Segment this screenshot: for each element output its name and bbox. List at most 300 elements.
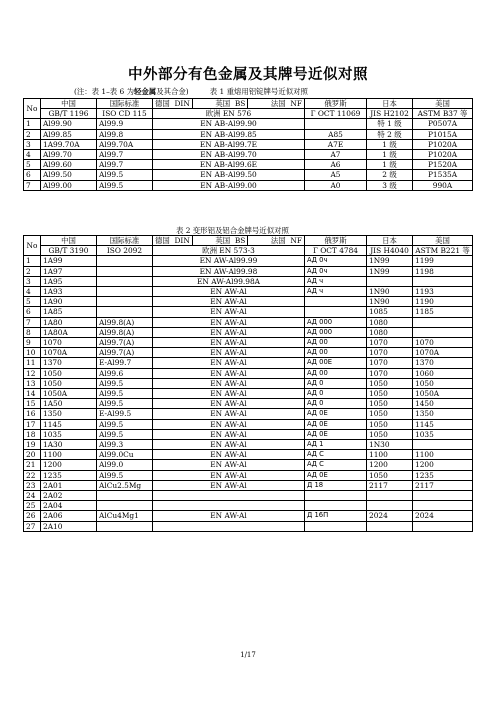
cell-cn: 1050 [41, 368, 97, 378]
cell-eu: EN AW-Al [153, 429, 305, 439]
cell-ru [305, 307, 367, 317]
cell-us: 1060 [413, 368, 473, 378]
cell-iso: Al99.5 [97, 419, 153, 429]
cell-no: 1 [24, 256, 41, 266]
cell-jp: 1050 [367, 389, 413, 399]
cell-iso [97, 287, 153, 297]
cell-no: 3 [24, 276, 41, 286]
cell-no: 7 [24, 317, 41, 327]
cell-no: 10 [24, 348, 41, 358]
header-fr-std: NF [290, 236, 302, 245]
table1-note [74, 86, 308, 97]
cell-iso [97, 501, 153, 511]
header-cn-std: GB/T 3190 [41, 246, 97, 256]
table-row [24, 129, 473, 139]
cell-eu: EN AW-Al99.98 [153, 266, 305, 276]
cell-ru [305, 521, 367, 531]
cell-cn: 1A80A [41, 327, 97, 337]
cell-ru: АД 0 [305, 389, 367, 399]
cell-eu [153, 491, 305, 501]
table-row [24, 368, 473, 378]
cell-us: 1185 [413, 307, 473, 317]
cell-eu: EN AB-Al99.90 [153, 119, 305, 129]
table-row [24, 287, 473, 297]
header-no: No [24, 99, 41, 119]
table1-header-row-2 [24, 109, 473, 119]
cell-ru: АД 00E [305, 358, 367, 368]
cell-ru [305, 119, 367, 129]
cell-no: 17 [24, 419, 41, 429]
cell-iso: Al99.5 [97, 399, 153, 409]
cell-no: 20 [24, 450, 41, 460]
header-cn-std: GB/T 1196 [41, 109, 97, 119]
cell-no: 23 [24, 480, 41, 490]
cell-ru: АД 00 [305, 368, 367, 378]
cell-cn: 1070 [41, 338, 97, 348]
table-row [24, 160, 473, 170]
cell-cn: 1200 [41, 460, 97, 470]
header-fr: 法国 [270, 236, 286, 245]
cell-cn: 1070A [41, 348, 97, 358]
cell-ru: A5 [305, 170, 367, 180]
cell-us [413, 317, 473, 327]
header-jp: 日本 [367, 99, 413, 109]
cell-us: P1535A [413, 170, 473, 180]
cell-jp: 1N99 [367, 266, 413, 276]
cell-jp: 1070 [367, 338, 413, 348]
cell-cn: Al99.90 [41, 119, 97, 129]
header-iso-std: ISO 2092 [97, 246, 153, 256]
cell-us: 2024 [413, 511, 473, 521]
cell-ru: АД 0 [305, 378, 367, 388]
table-row [24, 399, 473, 409]
table2-header-row-2 [24, 246, 473, 256]
table-row [24, 480, 473, 490]
cell-jp [367, 491, 413, 501]
cell-ru: АД ч [305, 287, 367, 297]
cell-iso: Al99.8 [97, 129, 153, 139]
cell-jp: 1070 [367, 368, 413, 378]
cell-iso: Al99.7 [97, 160, 153, 170]
cell-no: 18 [24, 429, 41, 439]
cell-eu: EN AW-Al [153, 460, 305, 470]
cell-us: P1020A [413, 139, 473, 149]
cell-jp: 1N99 [367, 256, 413, 266]
cell-ru: АД 1 [305, 440, 367, 450]
cell-ru: A7E [305, 139, 367, 149]
cell-eu: EN AW-Al [153, 440, 305, 450]
cell-eu: EN AB-Al99.7E [153, 139, 305, 149]
cell-no: 19 [24, 440, 41, 450]
table-row [24, 150, 473, 160]
header-ru: 俄罗斯 [305, 236, 367, 246]
cell-iso: Al99.0Cu [97, 450, 153, 460]
cell-eu [153, 521, 305, 531]
cell-iso [97, 256, 153, 266]
cell-jp: 1200 [367, 460, 413, 470]
cell-us: P1520A [413, 160, 473, 170]
cell-jp: 1050 [367, 429, 413, 439]
table-row [24, 450, 473, 460]
cell-us: 1235 [413, 470, 473, 480]
cell-ru: АД 0ч [305, 266, 367, 276]
table-row [24, 348, 473, 358]
cell-eu: EN AW-Al [153, 297, 305, 307]
table-row [24, 521, 473, 531]
cell-no: 21 [24, 460, 41, 470]
header-us: 美国 [413, 236, 473, 246]
cell-us: 1199 [413, 256, 473, 266]
table-row [24, 501, 473, 511]
cell-ru [305, 491, 367, 501]
cell-ru: АД 00 [305, 348, 367, 358]
header-us-std: ASTM B221 等 [413, 246, 473, 256]
cell-no: 1 [24, 119, 41, 129]
cell-cn: 2A01 [41, 480, 97, 490]
cell-jp: 1N90 [367, 297, 413, 307]
cell-no: 5 [24, 297, 41, 307]
cell-eu: EN AW-Al [153, 327, 305, 337]
table-row [24, 266, 473, 276]
cell-iso [97, 491, 153, 501]
cell-cn: 1A99 [41, 256, 97, 266]
cell-us: P1020A [413, 150, 473, 160]
cell-eu: EN AB-Al99.50 [153, 170, 305, 180]
table-row [24, 409, 473, 419]
cell-no: 9 [24, 338, 41, 348]
header-de-std: DIN [174, 99, 190, 108]
header-jp-std: JIS H2102 [367, 109, 413, 119]
table-row [24, 511, 473, 521]
cell-eu: EN AW-Al [153, 450, 305, 460]
cell-jp: 特 1 级 [367, 119, 413, 129]
cell-iso: Al99.70A [97, 139, 153, 149]
cell-cn: 1100 [41, 450, 97, 460]
cell-cn: 1035 [41, 429, 97, 439]
cell-eu: EN AW-Al [153, 358, 305, 368]
cell-us: 1193 [413, 287, 473, 297]
cell-jp: 2 级 [367, 170, 413, 180]
cell-ru: АД 000 [305, 317, 367, 327]
cell-us: 1145 [413, 419, 473, 429]
cell-jp: 1050 [367, 470, 413, 480]
cell-no: 2 [24, 266, 41, 276]
cell-eu: EN AW-Al [153, 389, 305, 399]
table-row [24, 460, 473, 470]
cell-iso: Al99.9 [97, 119, 153, 129]
cell-ru: АД 0E [305, 470, 367, 480]
cell-us: 2117 [413, 480, 473, 490]
cell-us [413, 440, 473, 450]
table1-body [24, 119, 473, 190]
cell-iso: Al99.5 [97, 389, 153, 399]
cell-cn: 2A06 [41, 511, 97, 521]
table-row [24, 170, 473, 180]
table2-header-row-1 [24, 236, 473, 246]
header-eu: 欧洲 EN 576 [153, 109, 305, 119]
cell-us [413, 491, 473, 501]
cell-eu: EN AW-Al99.98A [153, 276, 305, 286]
header-ru-std: Г ОСТ 4784 [305, 246, 367, 256]
cell-no: 24 [24, 491, 41, 501]
cell-no: 22 [24, 470, 41, 480]
header-uk-std: BS [234, 236, 246, 245]
cell-us: 1190 [413, 297, 473, 307]
cell-eu: EN AW-Al [153, 317, 305, 327]
cell-no: 3 [24, 139, 41, 149]
cell-us: P0507A [413, 119, 473, 129]
cell-jp [367, 501, 413, 511]
cell-ru: A0 [305, 180, 367, 190]
cell-ru: АД С [305, 460, 367, 470]
table-row [24, 389, 473, 399]
cell-iso: Al99.3 [97, 440, 153, 450]
cell-jp: 1N90 [367, 287, 413, 297]
cell-jp: 1050 [367, 378, 413, 388]
cell-jp: 1080 [367, 317, 413, 327]
cell-iso: Al99.8(A) [97, 317, 153, 327]
cell-us: 1200 [413, 460, 473, 470]
cell-us: 1035 [413, 429, 473, 439]
header-uk-std: BS [234, 99, 246, 108]
cell-jp: 1070 [367, 358, 413, 368]
cell-jp: 1080 [367, 327, 413, 337]
cell-cn: 1350 [41, 409, 97, 419]
table-row [24, 470, 473, 480]
cell-eu: EN AW-Al [153, 368, 305, 378]
note-bold: 轻金属 [134, 87, 157, 96]
header-ru: 俄罗斯 [305, 99, 367, 109]
cell-iso: Al99.5 [97, 429, 153, 439]
cell-ru: Д 18 [305, 480, 367, 490]
cell-iso: Al99.7 [97, 150, 153, 160]
cell-eu: EN AW-Al [153, 287, 305, 297]
cell-no: 4 [24, 150, 41, 160]
cell-ru: АД ч [305, 276, 367, 286]
cell-ru: АД 0ч [305, 256, 367, 266]
table2-caption: 表 2 变形铝及铝合金牌号近似对照 [176, 226, 289, 235]
header-us-std: ASTM B37 等 [413, 109, 473, 119]
cell-cn: 1145 [41, 419, 97, 429]
note-prefix: (注：表 1–表 6 为 [74, 87, 134, 96]
cell-jp: 1 级 [367, 160, 413, 170]
cell-eu: EN AB-Al99.6E [153, 160, 305, 170]
cell-us: 1050A [413, 389, 473, 399]
cell-cn: 1A93 [41, 287, 97, 297]
cell-eu: EN AW-Al [153, 399, 305, 409]
cell-eu: EN AW-Al [153, 470, 305, 480]
cell-no: 8 [24, 327, 41, 337]
cell-no: 6 [24, 170, 41, 180]
cell-ru: АД 0 [305, 399, 367, 409]
cell-no: 11 [24, 358, 41, 368]
page-title: 中外部分有色金属及其牌号近似对照 [128, 67, 368, 83]
cell-jp: 1070 [367, 348, 413, 358]
cell-eu: EN AW-Al [153, 378, 305, 388]
cell-ru: АД 0E [305, 419, 367, 429]
cell-ru: A6 [305, 160, 367, 170]
cell-iso: Al99.7(A) [97, 348, 153, 358]
page-number: 1/17 [240, 651, 256, 659]
cell-jp: 1050 [367, 419, 413, 429]
cell-jp: 1 级 [367, 139, 413, 149]
cell-us [413, 327, 473, 337]
cell-jp: 1085 [367, 307, 413, 317]
cell-cn: 2A04 [41, 501, 97, 511]
cell-cn: 1370 [41, 358, 97, 368]
header-iso: 国际标准 [97, 236, 153, 246]
header-eu: 欧洲 EN 573-3 [153, 246, 305, 256]
cell-eu: EN AW-Al [153, 480, 305, 490]
header-de: 德国 [155, 99, 170, 108]
cell-iso: Al99.6 [97, 368, 153, 378]
cell-iso: Al99.5 [97, 170, 153, 180]
table-row [24, 440, 473, 450]
cell-ru: АД С [305, 450, 367, 460]
cell-eu: EN AB-Al99.00 [153, 180, 305, 190]
cell-no: 14 [24, 389, 41, 399]
cell-us: 1350 [413, 409, 473, 419]
cell-iso: Al99.7(A) [97, 338, 153, 348]
cell-ru: АД 0E [305, 409, 367, 419]
cell-iso: E-Al99.7 [97, 358, 153, 368]
table1-caption: 表 1 重熔用铝锭牌号近似对照 [209, 87, 308, 96]
cell-cn: 1235 [41, 470, 97, 480]
cell-ru [305, 501, 367, 511]
table-row [24, 317, 473, 327]
cell-iso: Al99.5 [97, 470, 153, 480]
cell-iso [97, 297, 153, 307]
header-iso-std: ISO CD 115 [97, 109, 153, 119]
header-cn: 中国 [41, 99, 97, 109]
header-uk: 英国 [215, 99, 231, 108]
table-row [24, 276, 473, 286]
header-fr-std: NF [290, 99, 302, 108]
cell-no: 2 [24, 129, 41, 139]
header-iso: 国际标准 [97, 99, 153, 109]
cell-jp: 2117 [367, 480, 413, 490]
cell-iso: AlCu2.5Mg [97, 480, 153, 490]
cell-cn: 1050 [41, 378, 97, 388]
header-jp-std: JIS H4040 [367, 246, 413, 256]
cell-iso: Al99.5 [97, 180, 153, 190]
cell-us: 1050 [413, 378, 473, 388]
cell-iso [97, 276, 153, 286]
cell-jp: 1N30 [367, 440, 413, 450]
cell-eu: EN AW-Al [153, 419, 305, 429]
header-de-uk-fr [153, 99, 305, 109]
cell-cn: Al99.70 [41, 150, 97, 160]
table-row [24, 327, 473, 337]
header-jp: 日本 [367, 236, 413, 246]
cell-us: 1198 [413, 266, 473, 276]
header-cn: 中国 [41, 236, 97, 246]
table-row [24, 297, 473, 307]
cell-jp: 1050 [367, 399, 413, 409]
cell-eu: EN AW-Al [153, 338, 305, 348]
cell-no: 7 [24, 180, 41, 190]
cell-iso [97, 266, 153, 276]
cell-no: 6 [24, 307, 41, 317]
cell-iso: Al99.8(A) [97, 327, 153, 337]
cell-no: 15 [24, 399, 41, 409]
table-row [24, 307, 473, 317]
cell-jp: 3 级 [367, 180, 413, 190]
cell-jp [367, 521, 413, 531]
cell-eu: EN AW-Al99.99 [153, 256, 305, 266]
header-ru-std: Г ОСТ 11069 [305, 109, 367, 119]
table-row [24, 419, 473, 429]
header-de-uk-fr [153, 236, 305, 246]
cell-cn: 1A99.70A [41, 139, 97, 149]
cell-eu: EN AB-Al99.85 [153, 129, 305, 139]
cell-cn: 1A80 [41, 317, 97, 327]
cell-us [413, 501, 473, 511]
cell-us: 1070A [413, 348, 473, 358]
note-suffix: 及其合金) [156, 87, 189, 96]
cell-iso: E-Al99.5 [97, 409, 153, 419]
cell-no: 27 [24, 521, 41, 531]
cell-ru [305, 297, 367, 307]
cell-cn: Al99.50 [41, 170, 97, 180]
cell-cn: Al99.00 [41, 180, 97, 190]
table-row [24, 429, 473, 439]
cell-iso [97, 307, 153, 317]
cell-jp: 特 2 级 [367, 129, 413, 139]
table-row [24, 256, 473, 266]
table2-body [24, 256, 473, 531]
table-row [24, 338, 473, 348]
cell-ru: A7 [305, 150, 367, 160]
header-us: 美国 [413, 99, 473, 109]
cell-ru: A85 [305, 129, 367, 139]
cell-us: 1450 [413, 399, 473, 409]
cell-eu: EN AW-Al [153, 307, 305, 317]
cell-ru: АД 00 [305, 338, 367, 348]
cell-iso: Al99.0 [97, 460, 153, 470]
cell-jp [367, 276, 413, 286]
table-row [24, 378, 473, 388]
cell-us: 1370 [413, 358, 473, 368]
cell-iso: Al99.5 [97, 378, 153, 388]
cell-no: 26 [24, 511, 41, 521]
table-row [24, 180, 473, 190]
cell-eu: EN AW-Al [153, 348, 305, 358]
cell-eu [153, 501, 305, 511]
cell-cn: Al99.85 [41, 129, 97, 139]
header-de-std: DIN [174, 236, 190, 245]
cell-us [413, 276, 473, 286]
cell-cn: Al99.60 [41, 160, 97, 170]
cell-no: 25 [24, 501, 41, 511]
cell-eu: EN AB-Al99.70 [153, 150, 305, 160]
table-row [24, 491, 473, 501]
table-row [24, 139, 473, 149]
header-de: 德国 [155, 236, 170, 245]
cell-eu: EN AW-Al [153, 409, 305, 419]
cell-us: 1100 [413, 450, 473, 460]
cell-ru: АД 0E [305, 429, 367, 439]
cell-cn: 1A97 [41, 266, 97, 276]
cell-jp: 1100 [367, 450, 413, 460]
cell-cn: 2A10 [41, 521, 97, 531]
table1 [23, 98, 473, 191]
table-row [24, 358, 473, 368]
cell-jp: 1050 [367, 409, 413, 419]
cell-no: 4 [24, 287, 41, 297]
cell-no: 12 [24, 368, 41, 378]
cell-no: 16 [24, 409, 41, 419]
